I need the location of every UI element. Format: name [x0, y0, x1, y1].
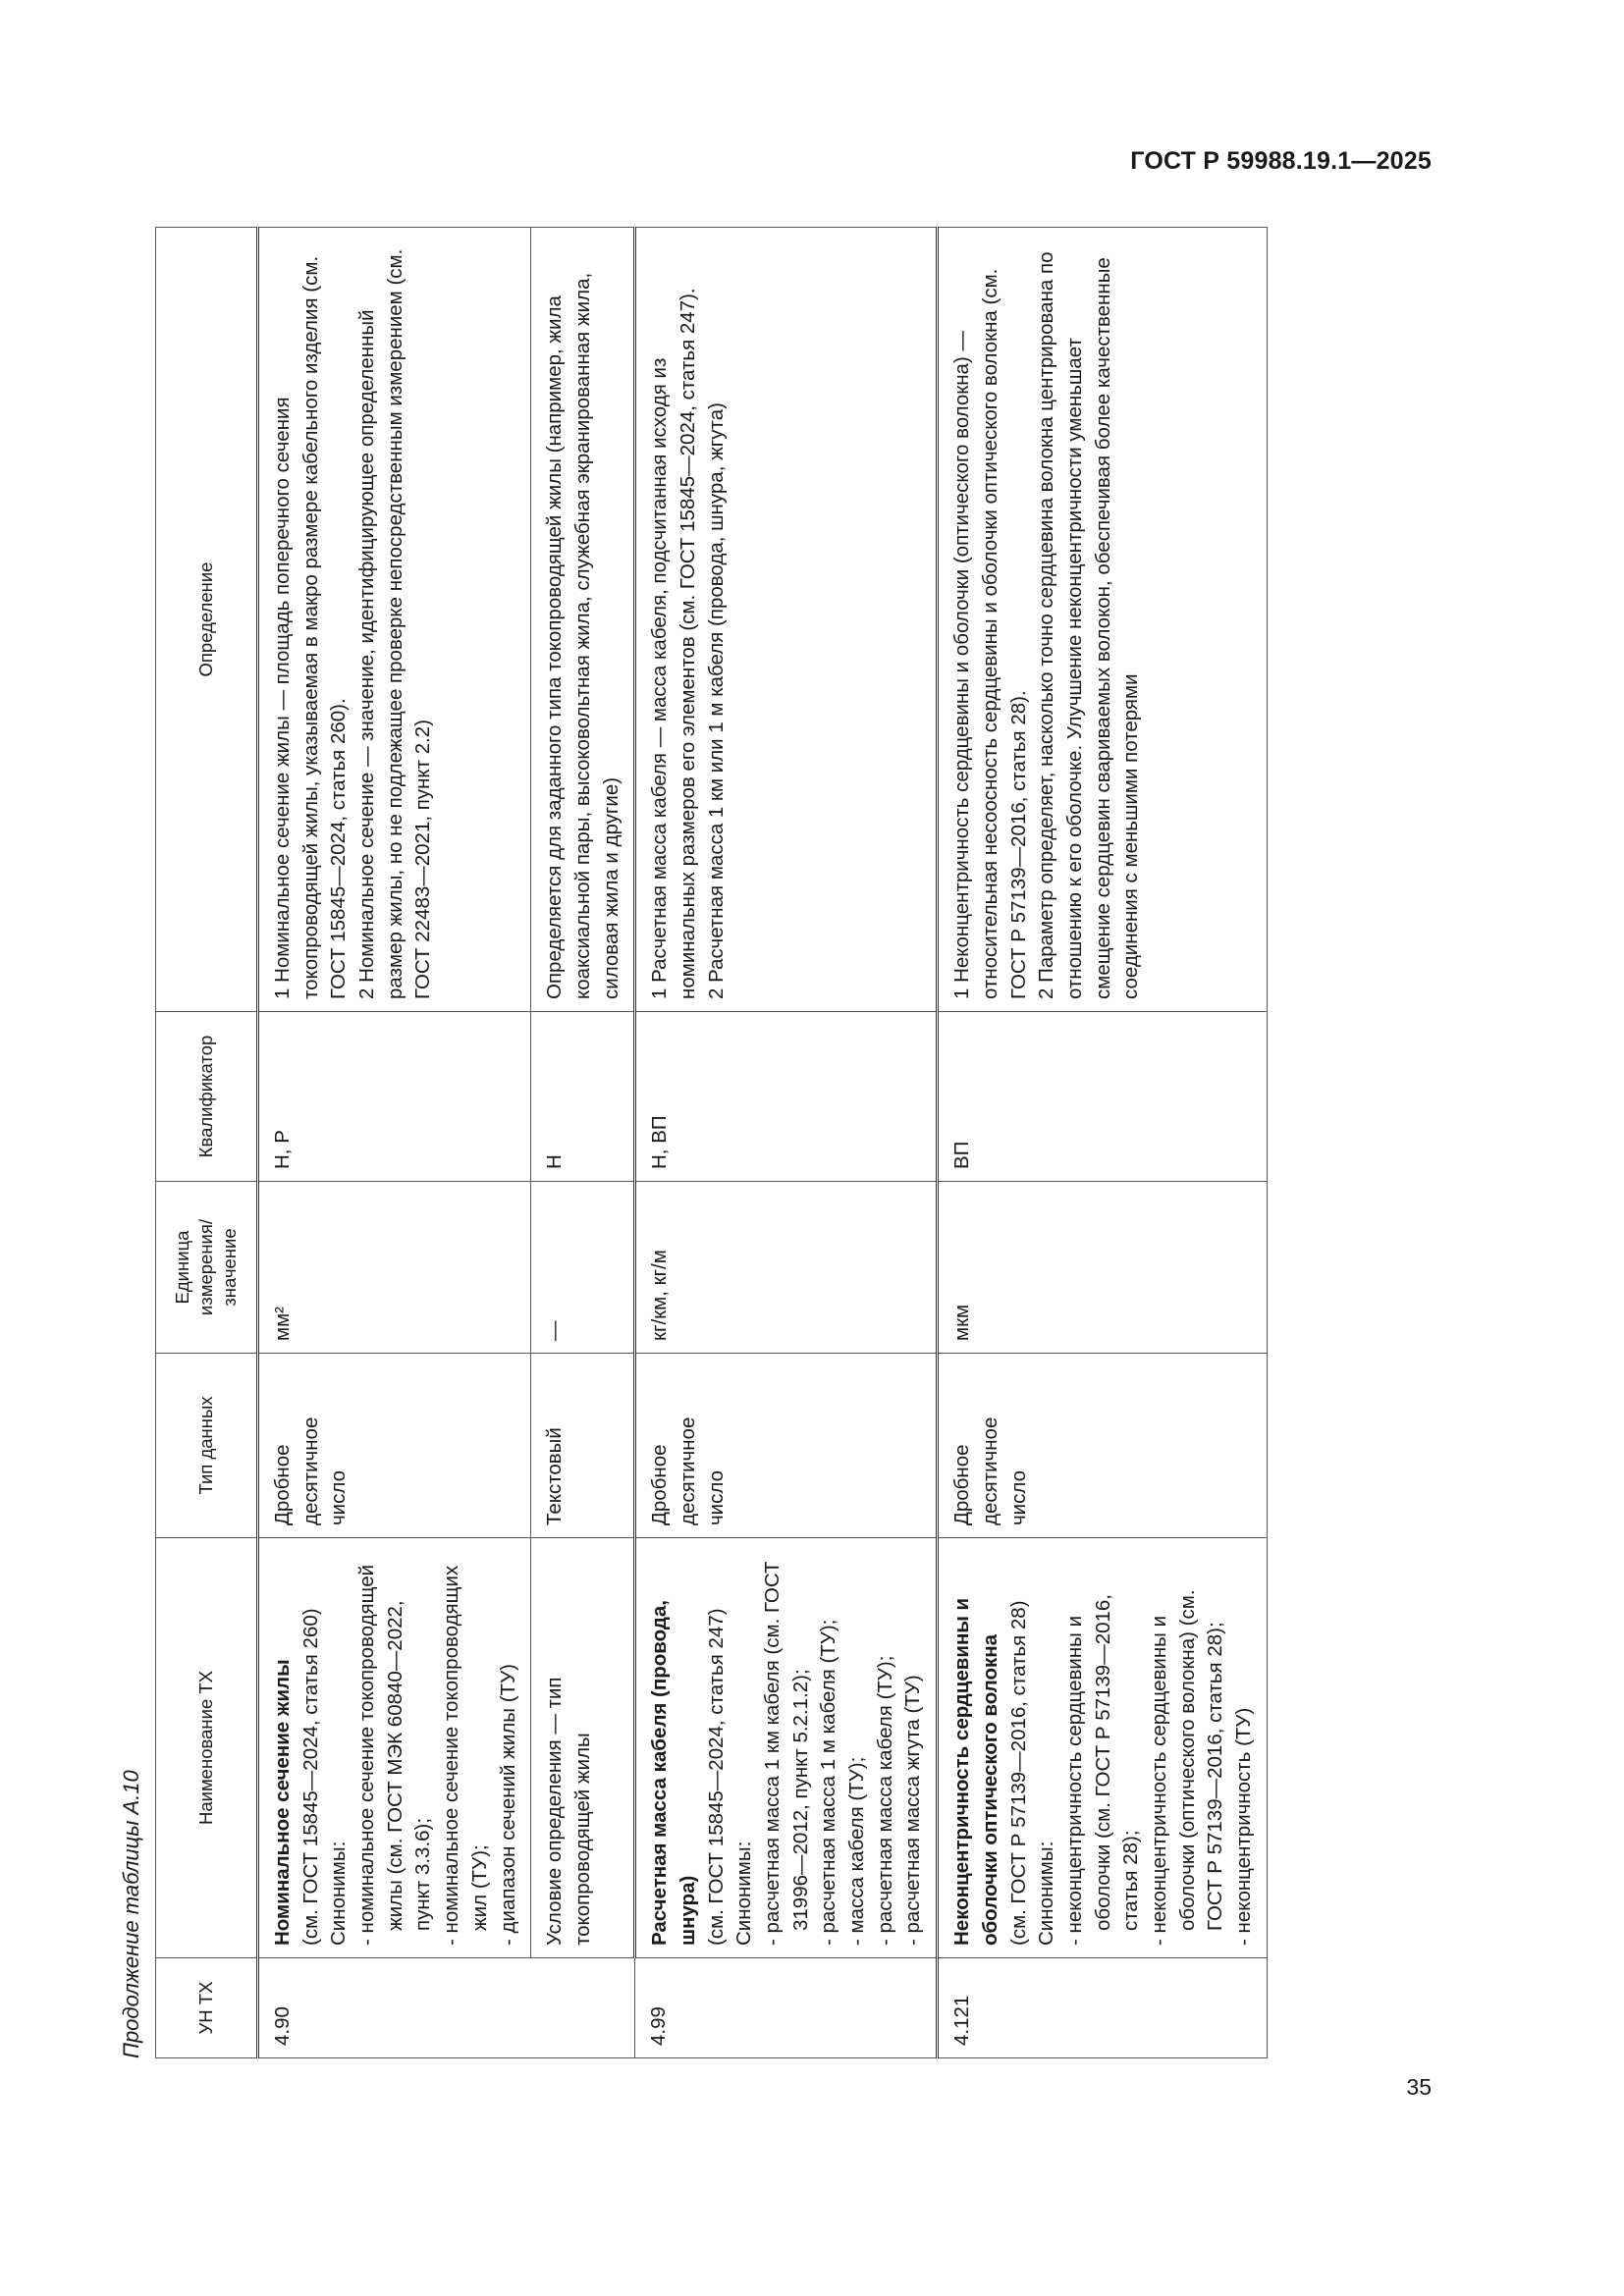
qualifier-cell: ВП [938, 1012, 1268, 1182]
condition-cell: Условие определения — тип токопроводящей жилы [531, 1538, 635, 1958]
characteristic-name: Неконцентричность сердцевины и оболочки оптического волокна [950, 1597, 1001, 1946]
table-row [531, 228, 635, 2058]
data-type-cell: Дробное десятичное число [258, 1354, 531, 1538]
table-caption: Продолжение таблицы А.10 [119, 1770, 143, 2058]
table-row [258, 228, 531, 2058]
row-name-cell [938, 1538, 1268, 1958]
characteristic-name: Номинальное сечение жилы [271, 1659, 294, 1946]
data-type-cell: Текстовый [531, 1354, 635, 1538]
synonyms-label: Синонимы: [1035, 1841, 1058, 1946]
synonym-item: - расчетная масса жгута (ТУ) [899, 1550, 928, 1946]
unit-cell: мм² [258, 1182, 531, 1354]
qualifier-cell: Н, ВП [635, 1012, 938, 1182]
characteristic-name: Расчетная масса кабеля (провода, шнура) [648, 1600, 699, 1946]
definition-cell [531, 228, 635, 1012]
synonyms-list [353, 1550, 522, 1946]
synonyms-list [1061, 1550, 1259, 1946]
unit-cell: кг/км, кг/м [635, 1182, 938, 1354]
qualifier-cell: Н [531, 1012, 635, 1182]
definition-cell [635, 228, 938, 1012]
table-header-row [156, 228, 258, 2058]
definition-item: Определяется для заданного типа токопроводящей жилы (например, жила коаксиальной пары, высоковольтная жила, служебная экранированная жила, силовая жила и другие) [543, 272, 623, 999]
definition-item: 2 Параметр определяет, насколько точно сердцевина волокна центрирована по отношению к его оболочке. Улучшение неконцентричности уменьшает смещение сердцевин свариваемых волокон, обеспечивая более качественные соединения с меньшими потерями [1035, 251, 1143, 999]
synonym-item: - расчетная масса 1 м кабеля (ТУ); [815, 1550, 843, 1946]
synonym-item: - диапазон сечений жилы (ТУ) [495, 1550, 523, 1946]
synonyms-list [759, 1550, 928, 1946]
row-id: 4.121 [938, 1958, 1268, 2058]
column-header-unit: Единица измерения/ значение [156, 1182, 258, 1354]
row-name-cell [635, 1538, 938, 1958]
document-header: ГОСТ Р 59988.19.1—2025 [1130, 147, 1432, 175]
qualifier-cell: Н, Р [258, 1012, 531, 1182]
definition-item: 1 Неконцентричность сердцевины и оболочки (оптического волокна) — относительная несоосность сердцевины и оболочки оптического волокна (см. ГОСТ Р 57139—2016, статья 28). [950, 268, 1030, 999]
table-row [635, 228, 938, 2058]
data-type-cell: Дробное десятичное число [938, 1354, 1268, 1538]
definition-cell [938, 228, 1268, 1012]
synonym-item: - расчетная масса кабеля (ТУ); [872, 1550, 900, 1946]
synonyms-label: Синонимы: [327, 1841, 351, 1946]
rotated-table-area [108, 228, 1375, 2058]
synonym-item: - номинальное сечение токопроводящих жил (ТУ); [438, 1550, 494, 1946]
column-header-qualifier: Квалификатор [156, 1012, 258, 1182]
unit-cell: — [531, 1182, 635, 1354]
row-id: 4.90 [258, 1958, 635, 2058]
synonym-item: - масса кабеля (ТУ); [843, 1550, 872, 1946]
table-row [938, 228, 1268, 2058]
synonym-item: - расчетная масса 1 км кабеля (см. ГОСТ 31996—2012, пункт 5.2.1.2); [759, 1550, 815, 1946]
synonym-item: - неконцентричность сердцевины и оболочки (оптического волокна) (см. ГОСТ Р 57139—2016, статья 28); [1146, 1550, 1230, 1946]
definition-cell [258, 228, 531, 1012]
column-header-definition: Определение [156, 228, 258, 1012]
column-header-id: УН ТХ [156, 1958, 258, 2058]
characteristic-source: (см. ГОСТ 15845—2024, статья 260) [298, 1608, 322, 1946]
synonyms-label: Синонимы: [732, 1841, 756, 1946]
characteristic-source: (см. ГОСТ Р 57139—2016, статья 28) [1006, 1600, 1030, 1946]
row-id: 4.99 [635, 1958, 938, 2058]
column-header-name: Наименование ТХ [156, 1538, 258, 1958]
unit-cell: мкм [938, 1182, 1268, 1354]
synonym-item: - неконцентричность сердцевины и оболочки (см. ГОСТ Р 57139—2016, статья 28); [1061, 1550, 1146, 1946]
definition-item: 2 Расчетная масса 1 км или 1 м кабеля (провода, шнура, жгута) [704, 402, 728, 999]
data-type-cell: Дробное десятичное число [635, 1354, 938, 1538]
characteristic-source: (см. ГОСТ 15845—2024, статья 247) [704, 1608, 728, 1946]
row-name-cell [258, 1538, 531, 1958]
synonym-item: - номинальное сечение токопроводящей жилы (см. ГОСТ МЭК 60840—2022, пункт 3.3.6); [353, 1550, 438, 1946]
page-number: 35 [1406, 2074, 1432, 2100]
characteristics-table [155, 227, 1268, 2058]
column-header-data-type: Тип данных [156, 1354, 258, 1538]
definition-item: 1 Номинальное сечение жилы — площадь поперечного сечения токопроводящей жилы, указываемая в макро размере кабельного изделия (см. ГОСТ 15845—2024, статья 260). [271, 255, 351, 999]
definition-item: 2 Номинальное сечение — значение, идентифицирующее определенный размер жилы, но не подлежащее проверке непосредственным измерением (см. ГОСТ 22483—2021, пункт 2.2) [355, 248, 435, 999]
synonym-item: - неконцентричность (ТУ) [1230, 1550, 1259, 1946]
definition-item: 1 Расчетная масса кабеля — масса кабеля, подсчитанная исходя из номинальных размеров его элементов (см. ГОСТ 15845—2024, статья 247). [648, 288, 699, 999]
